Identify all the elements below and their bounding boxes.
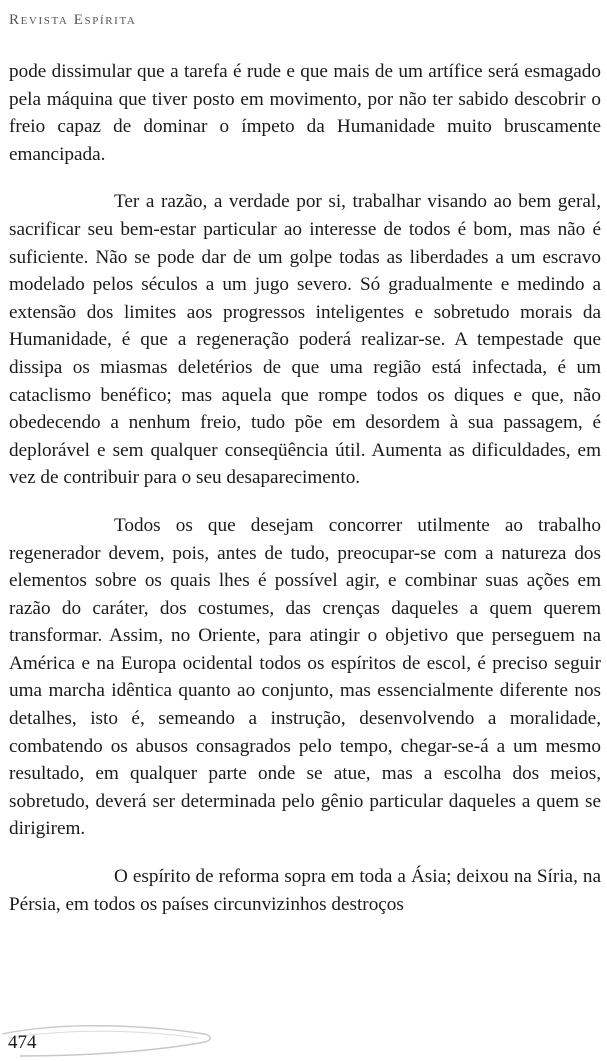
paragraph-continuation: pode dissimular que a tarefa é rude e que mais de um artífice será esmagado pela máquina que tiver posto em movimento, por não ter sabido descobrir o freio capaz de dominar o ímpeto da Humanidade muito bruscamente emancipada. (9, 61, 601, 165)
running-head: Revista Espírita (9, 12, 137, 28)
paragraph: Ter a razão, a verdade por si, trabalhar visando ao bem geral, sacrificar seu bem-estar particular ao interesse de todos é bom, mas não é suficiente. Não se pode dar de um golpe todas as liberdades a um escravo modelado pelos séculos a um jugo severo. Só gradualmente e medindo a extensão dos limites aos progressos inteligentes e sobretudo morais da Humanidade, é que a regeneração poderá realizar-se. A tempestade que dissipa os miasmas deletérios de que uma região está infectada, é um cataclismo benéfico; mas aquela que rompe todos os diques e que, não obedecendo a nenhum freio, tudo põe em desordem à sua passagem, é deplorável e sem qualquer conseqüência útil. Aumenta as dificuldades, em vez de contribuir para o seu desaparecimento. (9, 191, 601, 489)
paragraph: O espírito de reforma sopra em toda a Ásia; deixou na Síria, na Pérsia, em todos os países circunvizinhos destroços (9, 866, 601, 915)
page-number: 474 (8, 1032, 37, 1053)
page-footer (0, 1018, 607, 1061)
paragraph: Todos os que desejam concorrer utilmente ao trabalho regenerador devem, pois, antes de tudo, preocupar-se com a natureza dos elementos sobre os quais lhes é possível agir, e combinar suas ações em razão do caráter, dos costumes, das crenças daqueles a quem querem transformar. Assim, no Oriente, para atingir o objetivo que perseguem na América e na Europa ocidental todos os espíritos de escol, é preciso seguir uma marcha idêntica quanto ao conjunto, mas essencialmente diferente nos detalhes, isto é, semeando a instrução, desenvolvendo a moralidade, combatendo os abusos consagrados pelo tempo, chegar-se-á a um mesmo resultado, em qualquer parte onde se atue, mas a escolha dos meios, sobretudo, deverá ser determinada pelo gênio particular daqueles a quem se dirigirem. (9, 514, 601, 840)
body-text (9, 58, 601, 938)
